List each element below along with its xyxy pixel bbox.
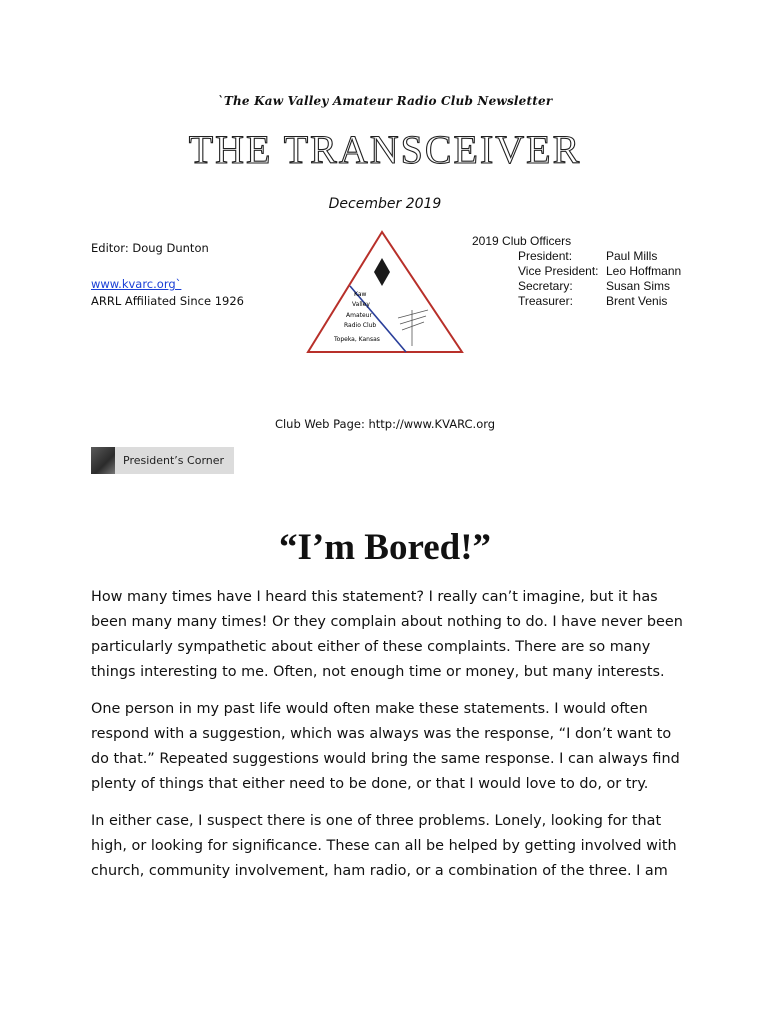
- logo-text-2: Valley: [352, 301, 370, 308]
- officer-name: Paul Mills: [606, 249, 658, 263]
- editor-line: Editor: Doug Dunton: [91, 241, 209, 255]
- officer-name: Susan Sims: [606, 279, 671, 293]
- club-web-page: Club Web Page: http://www.KVARC.org: [274, 417, 496, 431]
- officer-name: Brent Venis: [606, 294, 668, 308]
- president-photo: [91, 447, 115, 474]
- club-website-link[interactable]: www.kvarc.org`: [91, 277, 182, 291]
- officer-row: [472, 249, 681, 264]
- logo-triangle: [308, 232, 462, 352]
- officer-role: Treasurer:: [518, 294, 573, 308]
- officer-role: President:: [518, 249, 573, 263]
- article-paragraph: In either case, I suspect there is one of three problems. Lonely, looking for that high, or looking for significance. These can all be helped by getting involved with church, community involvement, ham radio, or a combination of the three. I am: [91, 813, 677, 879]
- officer-row: [472, 279, 681, 294]
- officer-row: [472, 294, 681, 309]
- club-logo: [304, 228, 466, 356]
- logo-text-1: Kaw: [354, 291, 367, 298]
- presidents-corner-label: President’s Corner: [123, 454, 225, 467]
- article-paragraph: One person in my past life would often make these statements. I would often respond with a suggestion, which was always was the response, “I don’t want to do that.” Repeated suggestions would bring the same response. I can always find plenty of things that either need to be done, or that I would love to do, or try.: [91, 701, 680, 792]
- newsletter-title: THE TRANSCEIVER: [188, 127, 582, 172]
- issue-date: December 2019: [328, 196, 442, 212]
- officer-name: Leo Hoffmann: [606, 264, 682, 278]
- arrl-affiliation: ARRL Affiliated Since 1926: [91, 294, 244, 308]
- presidents-corner-banner: [91, 447, 234, 474]
- club-officers: [472, 234, 681, 309]
- officer-role: Vice President:: [518, 264, 599, 278]
- article-headline: “I’m Bored!”: [278, 527, 492, 568]
- newsletter-masthead: `The Kaw Valley Amateur Radio Club Newsletter: [217, 94, 553, 108]
- logo-text-4: Radio Club: [344, 322, 377, 329]
- officers-heading: 2019 Club Officers: [472, 234, 572, 248]
- officer-role: Secretary:: [518, 279, 573, 293]
- officer-row: [472, 264, 681, 279]
- logo-text-3: Amateur: [346, 312, 372, 319]
- article-paragraph: How many times have I heard this statement? I really can’t imagine, but it has been many many times! Or they complain about nothing to do. I have never been particularly sympathetic about either of these complaints. There are so many things interesting to me. Often, not enough time or money, but many interests.: [91, 589, 683, 680]
- article-body: [91, 585, 691, 896]
- logo-text-5: Topeka, Kansas: [334, 336, 380, 343]
